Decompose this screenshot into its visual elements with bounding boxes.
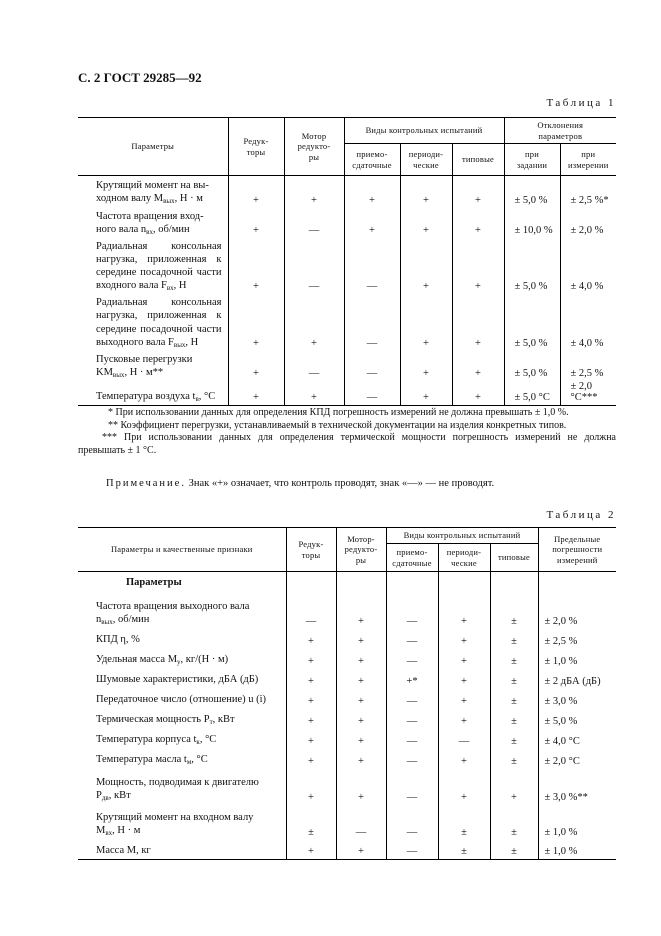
t1-header-at-measure: при измерении [568,148,609,170]
table-cell: + [452,208,504,238]
table-cell: — [284,238,344,295]
table-cell: ± 1,0 % [544,846,578,857]
t2-header-acceptance: приемо- сдаточные [386,544,438,572]
param-text: КПД η, % [96,634,140,646]
param-unit: , °С [199,734,217,746]
param-subscript: вых [112,370,125,379]
table2 [78,527,616,860]
t2-section-title: Параметры [78,572,286,594]
table-cell: ± 2,5 %* [570,194,609,206]
param-cell [78,669,286,689]
table-cell: + [284,176,344,208]
table-cell: ± [490,709,538,729]
param-text: Масса M, кг [96,844,151,856]
table-cell: — [284,351,344,381]
param-text: Частота вращения выходного вала n [96,601,250,626]
param-subscript: вых [163,197,175,206]
t2-header-periodic: периоди- ческие [438,544,490,572]
table-cell: + [438,689,490,709]
param-unit: , кг/(Н · м) [180,654,229,666]
param-cell [78,709,286,729]
table-row [78,351,616,381]
param-subscript: вх [166,284,174,293]
table-row [78,294,616,351]
t1-header-type-tests: типовые [452,144,504,176]
table-cell: + [286,669,336,689]
param-text: Шумовые характеристики, дБА (дБ) [96,674,259,686]
table-cell: + [438,709,490,729]
t1-header-motor-reductors: Мотор редукто- ры [284,118,344,176]
table-cell: + [228,208,284,238]
table-cell: + [452,176,504,208]
table-cell: + [336,769,386,805]
footnote-3: *** При использовании данных для определения термической мощности погрешность измерений не должна превышать ± 1 °С. [78,432,616,456]
table-row [78,649,616,669]
param-unit: , °С [198,390,216,402]
table1 [78,117,616,406]
note-text: Знак «+» означает, что контроль проводят, знак «—» — не проводят. [185,478,495,489]
table-row [78,709,616,729]
table-cell: + [286,840,336,860]
param-cell [78,629,286,649]
page-header: С. 2 ГОСТ 29285—92 [78,70,202,85]
param-text: Термическая мощность P [96,714,210,726]
table-cell: ± 10,0 % [504,208,560,238]
table-cell: + [344,208,400,238]
table-cell: + [452,294,504,351]
t2-header-limit-errors: Предельные погрешности измерений [552,533,603,565]
table2-caption: Таблица 2 [546,509,616,521]
table-cell: ± 2,5 % [544,635,578,647]
table-row [78,729,616,749]
table-cell: ± 5,0 % [504,351,560,381]
table-cell: + [336,594,386,629]
table-row [78,208,616,238]
param-subscript: дв [101,794,109,803]
param-unit: , Н · м [112,825,141,837]
t2-header-reductors: Редук- торы [286,528,336,572]
table-cell: ± 4,0 % [570,281,604,293]
t1-header-reductors: Редук- торы [228,118,284,176]
param-subscript: вх [146,227,153,236]
table-cell: — [386,649,438,669]
table-cell: ± [438,840,490,860]
table-cell: ± 2,0 °С [544,755,580,767]
table-cell: ± [490,840,538,860]
table-cell: + [228,351,284,381]
table-cell: ± 5,0 % [504,176,560,208]
param-cell [78,381,228,406]
param-subscript: м [186,758,192,767]
table-cell: — [336,805,386,840]
table-cell: ± 5,0 °С [504,381,560,406]
table-cell: + [336,749,386,769]
table-cell: — [344,238,400,295]
table-cell: + [438,629,490,649]
table-cell: ± 1,0 % [544,826,578,838]
table-cell: + [400,176,452,208]
table-cell: — [344,381,400,406]
param-unit: , Н [173,280,187,292]
table-cell: — [386,709,438,729]
table-cell: ± [490,649,538,669]
param-unit: , об/мин [112,614,150,626]
table-cell: + [286,689,336,709]
table-cell: ± 2,5 % [570,368,604,379]
t2-header-params: Параметры и качественные признаки [78,528,286,572]
table-cell: + [490,769,538,805]
table-cell: +* [386,669,438,689]
param-subscript: т [209,718,213,727]
table-cell: ± [490,805,538,840]
param-text: Крутящий момент на входном валу M [96,812,254,837]
param-text: Пусковые перегрузки KM [96,353,193,378]
table-cell: + [228,238,284,295]
table-cell: + [286,749,336,769]
table-cell: — [344,351,400,381]
param-unit: , Н · м [174,193,203,205]
table-cell: + [286,729,336,749]
table-cell: ± 5,0 % [504,238,560,295]
table-cell: ± 3,0 %** [544,791,588,803]
table-cell: ± 2,0 °С*** [570,381,598,403]
param-subscript: вых [173,340,186,349]
param-subscript: к [196,738,200,747]
table-cell: + [438,669,490,689]
table-cell: + [228,176,284,208]
footnotes [78,406,616,457]
table-row [78,749,616,769]
table-cell: + [286,649,336,669]
table-cell: + [400,208,452,238]
param-subscript: у [177,658,181,667]
table-cell: + [438,594,490,629]
param-text: Частота вращения вход- ного вала n [96,210,204,235]
table-cell: ± 3,0 % [544,695,578,707]
table-cell: + [438,769,490,805]
table-row [78,840,616,860]
table-cell: + [336,649,386,669]
param-text: Температура воздуха t [96,390,196,402]
param-text: Крутящий момент на вы- ходном валу M [96,180,209,205]
table-cell: + [438,749,490,769]
table-cell: — [386,629,438,649]
param-text: Температура корпуса t [96,734,197,746]
t1-header-deviations: Отклонения параметров [504,118,616,144]
table-cell: + [228,294,284,351]
table-cell: + [336,709,386,729]
table-cell: + [286,629,336,649]
param-cell [78,840,286,860]
table-cell: ± 5,0 % [544,715,578,727]
table-cell: ± 2 дБА (дБ) [544,675,601,687]
table-cell: ± 2,0 % [544,615,578,627]
table-row [78,769,616,805]
footnote-1: * При использовании данных для определения КПД погрешность измерений не должна превышать ± 1,0 %. [108,407,569,418]
param-text: Передаточное число (отношение) u (i) [96,694,267,706]
param-subscript: вых [101,618,113,627]
param-cell [78,749,286,769]
t1-header-test-types: Виды контрольных испытаний [344,118,504,144]
table-cell: + [400,294,452,351]
table-cell: + [452,381,504,406]
table-cell: ± [490,749,538,769]
table-cell: + [452,238,504,295]
param-unit: , Н · м** [124,366,164,378]
t2-header-type-tests: типовые [490,544,538,572]
param-unit: , об/мин [152,223,190,235]
table-cell: ± [490,729,538,749]
table-row [78,594,616,629]
param-cell [78,351,228,381]
table-cell: + [228,381,284,406]
note [106,478,494,489]
table-cell: ± 2,0 % [570,224,604,236]
table-cell: + [286,709,336,729]
table-cell: — [344,294,400,351]
param-subscript: вх [105,829,113,838]
table-cell: + [286,769,336,805]
param-cell [78,208,228,238]
table-cell: + [344,176,400,208]
table-cell: + [438,649,490,669]
t1-header-acceptance: приемо- сдаточные [344,144,400,176]
table-cell: ± 1,0 % [544,655,578,667]
table-cell: + [336,840,386,860]
table-cell: + [336,729,386,749]
param-text: Радиальная консольная нагрузка, приложенная к середине посадочной части выходного вала F [96,297,222,348]
param-cell [78,594,286,629]
table-cell: ± 5,0 % [504,294,560,351]
t1-header-at-setting: при задании [504,144,560,176]
table-cell: — [386,594,438,629]
table-cell: + [400,238,452,295]
param-unit: , кВт [212,714,235,726]
table-cell: + [400,381,452,406]
table-row [78,176,616,208]
table-row [78,805,616,840]
table-cell: ± [438,805,490,840]
table-cell: + [284,381,344,406]
table-cell: — [386,805,438,840]
table-cell: — [386,769,438,805]
table-cell: ± [286,805,336,840]
param-text: Мощность, подводимая к двигателю P [96,777,259,802]
table-cell: + [336,669,386,689]
param-unit: , °С [191,754,208,766]
table-cell: ± 4,0 °С [544,735,580,747]
param-unit: , Н [185,336,199,348]
param-unit: , кВт [108,790,131,802]
t1-header-params: Параметры [78,118,228,176]
param-cell [78,294,228,351]
table-cell: + [336,629,386,649]
table-row [78,238,616,295]
param-cell [78,176,228,208]
table1-caption: Таблица 1 [546,97,616,109]
note-label: Примечание. [106,478,186,489]
table-cell: — [386,749,438,769]
t1-header-periodic: периоди- ческие [400,144,452,176]
t2-header-test-types: Виды контрольных испытаний [386,528,538,544]
footnote-2: ** Коэффициент перегрузки, устанавливаемый в технической документации на изделия конкретных типов. [108,419,567,431]
param-cell [78,689,286,709]
table-cell: ± [490,594,538,629]
table-cell: — [386,689,438,709]
param-cell [78,649,286,669]
table-row [78,669,616,689]
t2-header-motor-reductors: Мотор- редукто- ры [336,528,386,572]
table-cell: ± 4,0 % [570,337,604,349]
table-cell: + [452,351,504,381]
table-cell: — [386,729,438,749]
param-cell [78,805,286,840]
table-cell: ± [490,629,538,649]
param-cell [78,729,286,749]
table-cell: ± [490,689,538,709]
table-cell: + [400,351,452,381]
table-row [78,381,616,406]
table-cell: — [438,729,490,749]
table-cell: — [286,594,336,629]
param-subscript: в [195,394,199,403]
param-text: Радиальная консольная нагрузка, приложенная к середине посадочной части входного вала F [96,240,222,292]
param-cell [78,238,228,295]
table-cell: + [336,689,386,709]
table-row [78,629,616,649]
param-text: Удельная масса M [96,654,178,666]
table-row [78,689,616,709]
table-cell: + [284,294,344,351]
param-cell [78,769,286,805]
table-cell: — [284,208,344,238]
table-cell: ± [490,669,538,689]
param-text: Температура масла t [96,754,187,766]
table-cell: — [386,840,438,860]
